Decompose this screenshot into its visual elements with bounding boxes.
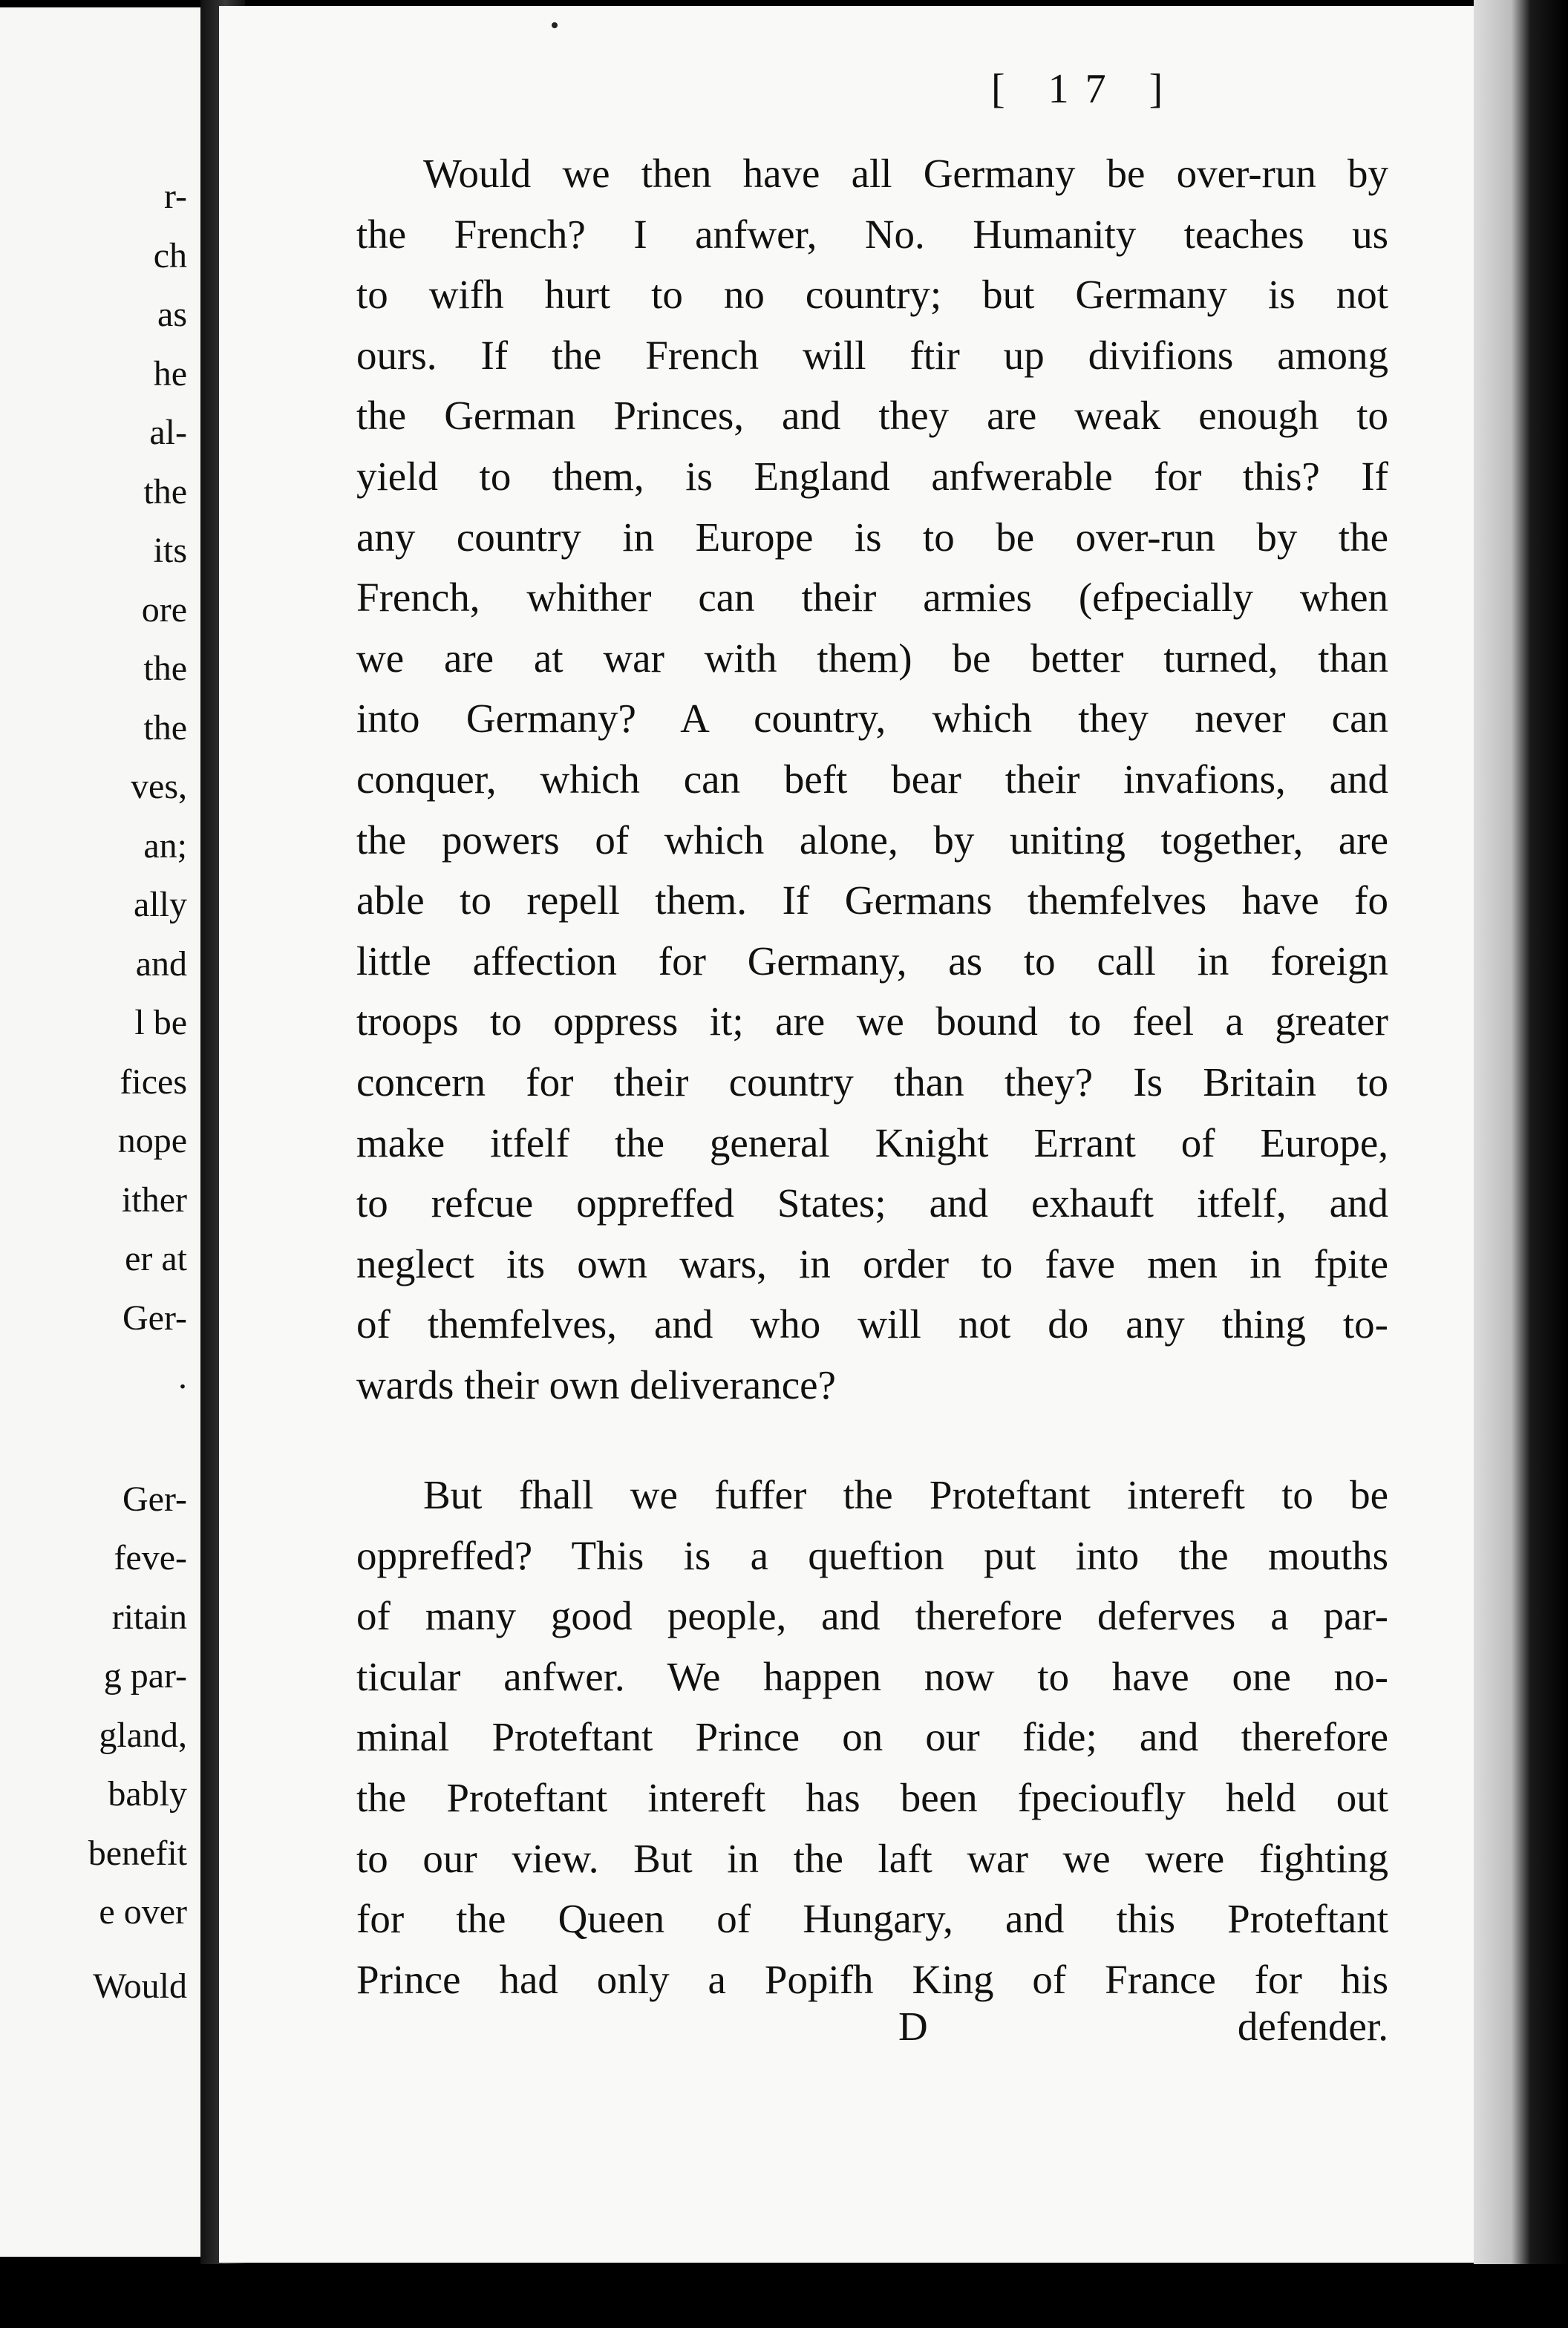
text-line: conquer, which can beft bear their invafions, and — [356, 756, 1388, 802]
left-line: g par- — [103, 1656, 187, 1696]
left-line: ore — [141, 589, 187, 630]
text-line: concern for their country than they? Is Britain to — [356, 1059, 1388, 1105]
ink-speck — [552, 22, 558, 28]
text-line: to our view. But in the laft war we were fighting — [356, 1835, 1388, 1881]
text-line: to wifh hurt to no country; but Germany is not — [356, 272, 1388, 318]
text-line: of many good people, and therefore deferves a par- — [356, 1593, 1388, 1639]
left-line: Ger- — [122, 1479, 187, 1519]
left-line: r- — [163, 177, 187, 216]
left-line: er at — [125, 1239, 187, 1278]
left-page-text — [88, 167, 187, 2015]
text-line: Prince had only a Popifh King of France for his — [356, 1956, 1388, 2002]
text-line: the Proteftant intereft has been fpecioufly held out — [356, 1774, 1388, 1820]
text-line: ours. If the French will ftir up divifions among — [356, 332, 1388, 378]
text-line: into Germany? A country, which they never can — [356, 696, 1388, 742]
catchword: defender. — [1237, 2004, 1388, 2049]
text-line: oppreffed? This is a queftion put into the mouths — [356, 1532, 1388, 1578]
paragraph-2 — [356, 1465, 1388, 2010]
text-line: the German Princes, and they are weak enough to — [356, 393, 1388, 439]
left-line: and — [135, 944, 187, 984]
left-line: fices — [120, 1062, 187, 1102]
text-line: troops to oppress it; are we bound to feel a greater — [356, 998, 1388, 1044]
left-line: gland, — [99, 1715, 187, 1755]
text-line: But fhall we fuffer the Proteftant intereft to be — [423, 1472, 1388, 1517]
scan-background — [0, 2264, 1568, 2328]
left-line: nope — [117, 1121, 187, 1160]
left-line: as — [157, 295, 187, 334]
page-number: [ 17 ] — [991, 66, 1180, 112]
left-line: its — [153, 531, 187, 570]
text-line: we are at war with them) be better turned, than — [356, 635, 1388, 681]
left-line: feve- — [114, 1538, 187, 1577]
text-line: for the Queen of Hungary, and this Proteftant — [356, 1896, 1388, 1942]
text-line: minal Proteftant Prince on our fide; and therefore — [356, 1714, 1388, 1760]
text-line: French, whither can their armies (efpecially when — [356, 575, 1388, 621]
left-line: the — [143, 471, 187, 511]
text-line: to refcue oppreffed States; and exhauft itfelf, and — [356, 1180, 1388, 1226]
left-line: al- — [149, 413, 187, 452]
text-line: ticular anfwer. We happen now to have one no- — [356, 1653, 1388, 1699]
left-line: ritain — [111, 1597, 187, 1637]
text-line: yield to them, is England anfwerable for this? If — [356, 453, 1388, 499]
text-line: make itfelf the general Knight Errant of Europe, — [356, 1119, 1388, 1165]
left-line: benefit — [88, 1833, 187, 1873]
text-line: Would we then have all Germany be over-run by — [423, 151, 1388, 196]
left-line: he — [153, 353, 187, 393]
left-line: bably — [108, 1774, 187, 1814]
left-line: ves, — [131, 767, 187, 806]
left-line: ch — [153, 235, 187, 275]
left-line: Ger- — [122, 1298, 187, 1338]
left-line: e over — [99, 1892, 187, 1932]
left-line: an; — [143, 825, 187, 866]
text-line: neglect its own wars, in order to fave men in fpite — [356, 1240, 1388, 1286]
text-line: of themfelves, and who will not do any thing to- — [356, 1301, 1388, 1347]
text-line: the French? I anfwer, No. Humanity teaches us — [356, 211, 1388, 257]
page-footer — [356, 2003, 1388, 2062]
page-edge-shadow — [1474, 0, 1568, 2328]
left-line: ither — [122, 1180, 187, 1220]
text-line: the powers of which alone, by uniting together, are — [356, 817, 1388, 863]
signature-mark: D — [898, 2004, 928, 2049]
left-line: the — [143, 649, 187, 688]
paragraph-1 — [356, 143, 1388, 1415]
left-line: ally — [134, 885, 187, 924]
text-line: wards their own deliverance? — [356, 1361, 836, 1407]
text-line: any country in Europe is to be over-run by the — [356, 514, 1388, 560]
right-page — [219, 6, 1474, 2263]
left-line: l be — [134, 1003, 187, 1042]
text-line: able to repell them. If Germans themfelves have fo — [356, 877, 1388, 923]
text-line: little affection for Germany, as to call in foreign — [356, 938, 1388, 984]
left-line: the — [143, 707, 187, 748]
left-line: . — [178, 1357, 187, 1396]
left-page — [0, 7, 200, 2257]
left-line: Would — [93, 1966, 187, 2006]
